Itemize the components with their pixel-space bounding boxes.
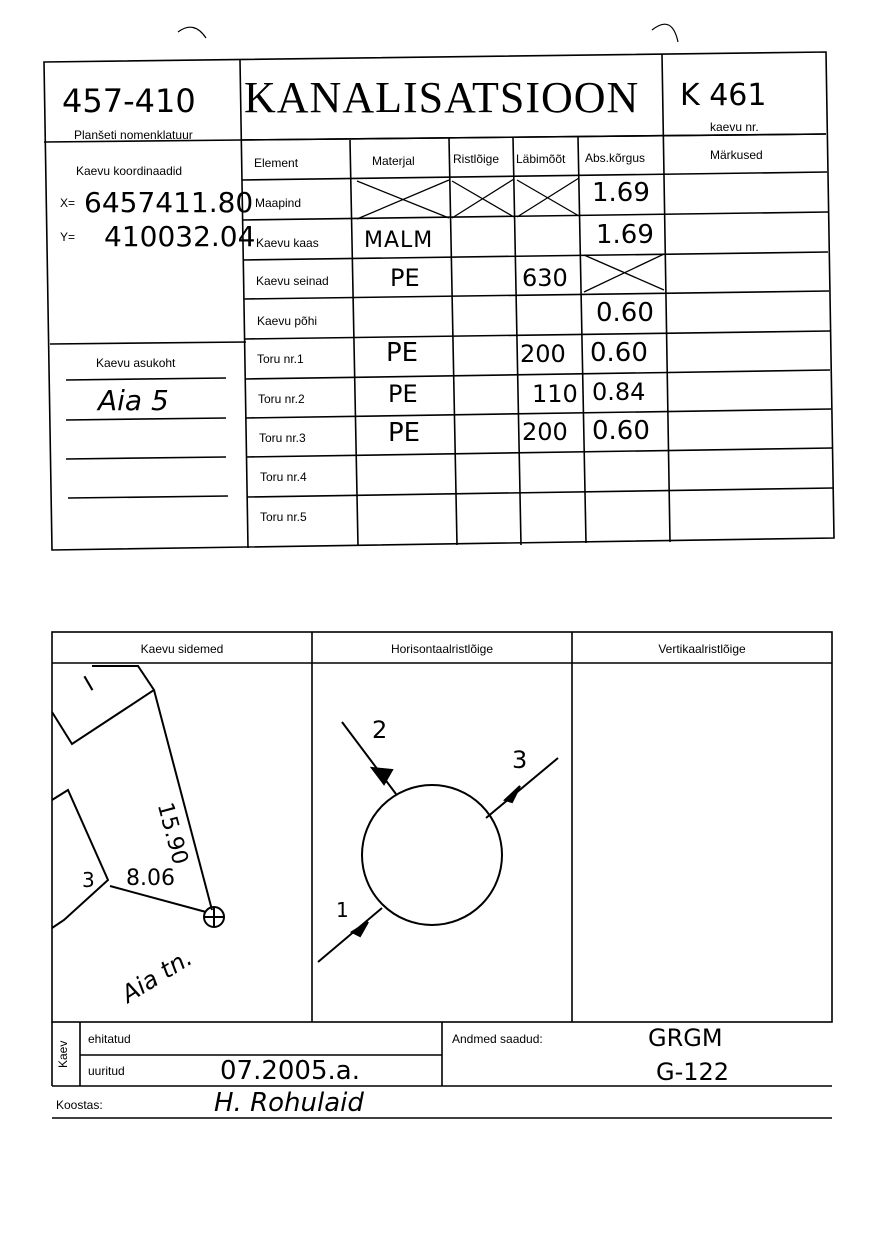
well-id: K 461 [680, 78, 767, 113]
footer-built-label: ehitatud [88, 1032, 131, 1046]
footer-side-label: Kaev [56, 1040, 70, 1068]
row-kaevu-seinad-material: PE [390, 264, 420, 292]
ties-building-1: I [80, 672, 99, 697]
row-kaevu-pohi-element: Kaevu põhi [257, 314, 318, 328]
row-kaevu-seinad-diameter: 630 [522, 264, 568, 292]
col-header-diameter: Läbimõõt [516, 152, 566, 166]
row-maapind-height: 1.69 [592, 178, 650, 208]
location-value: Aia 5 [98, 384, 169, 417]
ties-street-name: Aia tn. [116, 943, 198, 1009]
row-kaevu-pohi-height: 0.60 [596, 298, 654, 328]
footer-data-value-1: GRGM [648, 1024, 723, 1052]
row-toru-4-element: Toru nr.4 [260, 470, 307, 484]
vertical-section-label: Vertikaalristlõige [658, 642, 746, 656]
row-toru-2-height: 0.84 [592, 378, 646, 406]
sheet-label: Planšeti nomenklatuur [74, 128, 193, 142]
x-prefix: X= [60, 196, 76, 210]
row-toru-1-element: Toru nr.1 [257, 352, 304, 366]
row-toru-1-diameter: 200 [520, 340, 566, 368]
coordinates-label: Kaevu koordinaadid [76, 164, 183, 178]
row-toru-5-element: Toru nr.5 [260, 510, 307, 524]
well-id-label: kaevu nr. [710, 120, 759, 134]
row-toru-2-element: Toru nr.2 [258, 392, 305, 406]
col-header-abs-height: Abs.kõrgus [585, 151, 646, 165]
footer-compiled-label: Koostas: [56, 1098, 103, 1112]
row-toru-3-diameter: 200 [522, 418, 568, 446]
y-coordinate: 410032.04 [104, 220, 256, 253]
row-toru-3-height: 0.60 [592, 416, 650, 446]
pipe-1-label: 1 [336, 898, 349, 922]
page-title: KANALISATSIOON [244, 73, 640, 122]
col-header-material: Materjal [372, 154, 415, 168]
row-kaevu-kaas-height: 1.69 [596, 220, 654, 250]
row-kaevu-kaas-material: MALM [364, 228, 434, 253]
row-maapind-element: Maapind [255, 196, 302, 210]
ties-distance-a: 15.90 [151, 800, 193, 868]
row-toru-2-material: PE [388, 380, 418, 408]
horizontal-section-label: Horisontaalristlõige [390, 642, 494, 656]
row-toru-1-material: PE [386, 338, 419, 368]
ties-distance-b: 8.06 [126, 866, 175, 891]
footer-surveyed-label: uuritud [88, 1064, 125, 1078]
pipe-2-label: 2 [372, 716, 388, 744]
row-toru-3-element: Toru nr.3 [259, 431, 306, 445]
y-prefix: Y= [60, 230, 76, 244]
footer-compiled-value: H. Rohulaid [214, 1088, 364, 1118]
footer-surveyed-value: 07.2005.a. [220, 1056, 360, 1086]
footer-data-value-2: G-122 [656, 1058, 730, 1086]
row-toru-2-diameter: 110 [532, 380, 578, 408]
row-kaevu-seinad-element: Kaevu seinad [256, 274, 329, 288]
row-toru-1-height: 0.60 [590, 338, 648, 368]
location-label: Kaevu asukoht [96, 356, 176, 370]
row-kaevu-kaas-element: Kaevu kaas [256, 236, 319, 250]
footer-data-label: Andmed saadud: [452, 1032, 543, 1046]
col-header-notes: Märkused [710, 148, 763, 162]
pipe-3-label: 3 [512, 746, 528, 774]
sheet-number: 457-410 [62, 82, 196, 120]
row-toru-3-material: PE [388, 418, 421, 448]
x-coordinate: 6457411.80 [84, 186, 254, 219]
ties-label: Kaevu sidemed [140, 642, 224, 656]
col-header-cross-section: Ristlõige [453, 152, 500, 166]
col-header-element: Element [254, 156, 299, 170]
ties-building-3: 3 [82, 868, 95, 892]
